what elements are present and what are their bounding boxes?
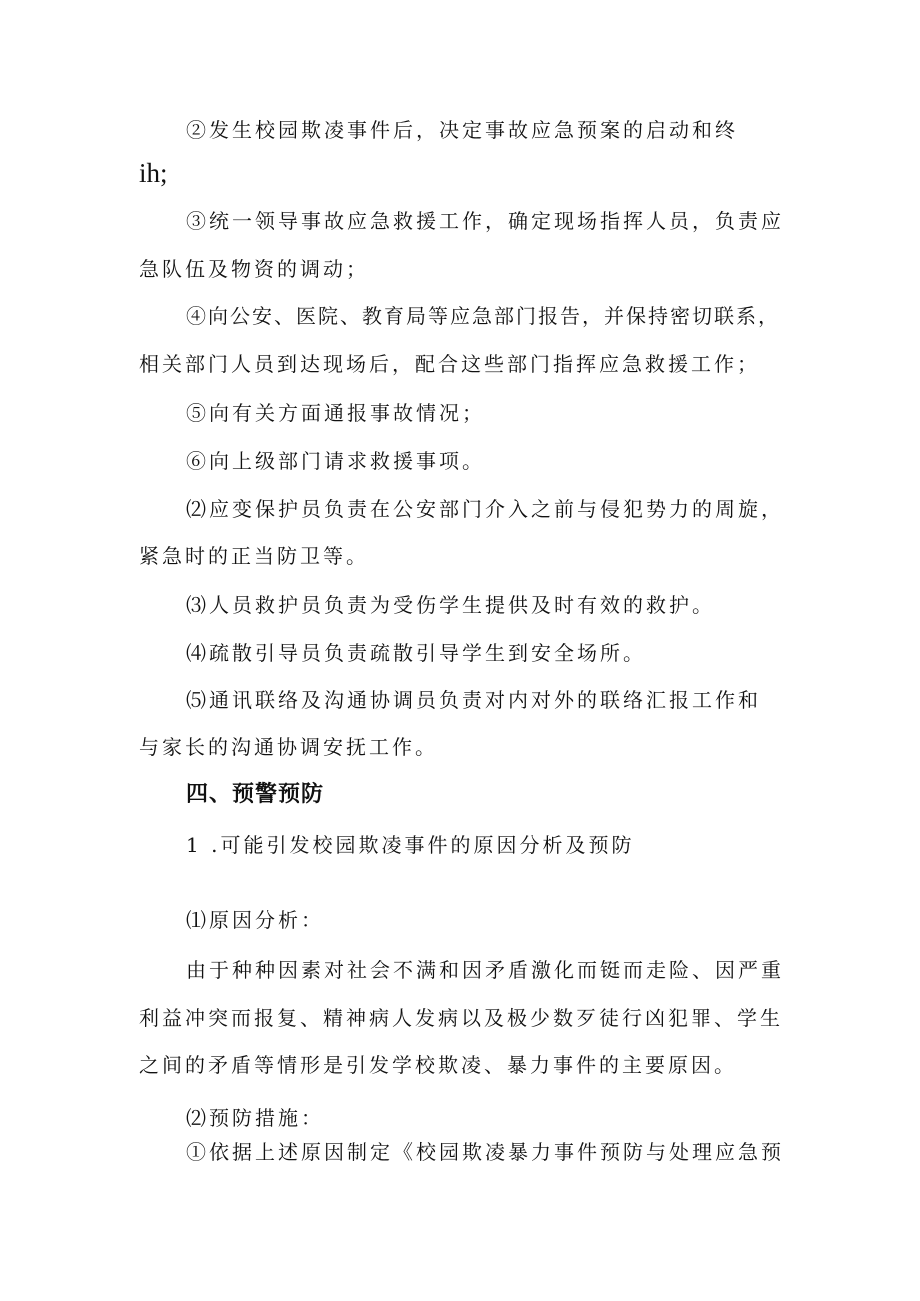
paragraph-line: ③统一领导事故应急救援工作，确定现场指挥人员，负责应: [186, 209, 784, 233]
paragraph-line: ⑶人员救护员负责为受伤学生提供及时有效的救护。: [186, 593, 715, 617]
section-heading: 四、预警预防: [186, 782, 325, 807]
paragraph-line: ④向公安、医院、教育局等应急部门报告，并保持密切联系，: [186, 304, 780, 328]
paragraph-line: ⑷疏散引导员负责疏散引导学生到安全场所。: [186, 641, 646, 665]
paragraph-line: 由于种种因素对社会不满和因矛盾激化而铤而走险、因严重: [186, 958, 784, 982]
paragraph-line: 紧急时的正当防卫等。: [139, 544, 369, 568]
paragraph-line: 之间的矛盾等情形是引发学校欺凌、暴力事件的主要原因。: [139, 1053, 737, 1077]
subsection-title: 1 .可能引发校园欺凌事件的原因分析及预防: [186, 833, 635, 857]
paragraph-line: ⑸通讯联络及沟通协调员负责对内对外的联络汇报工作和: [186, 688, 761, 712]
paragraph-line: ②发生校园欺凌事件后，决定事故应急预案的启动和终: [186, 118, 738, 142]
paragraph-line: ⑵预防措施：: [186, 1106, 324, 1130]
paragraph-line: ih;: [139, 158, 168, 188]
paragraph-line: ⑥向上级部门请求救援事项。: [186, 449, 485, 473]
paragraph-line: ⑤向有关方面通报事故情况；: [186, 401, 485, 425]
paragraph-line: 相关部门人员到达现场后，配合这些部门指挥应急救援工作；: [139, 352, 760, 376]
paragraph-line: ①依据上述原因制定《校园欺凌暴力事件预防与处理应急预: [186, 1140, 784, 1164]
paragraph-line: 急队伍及物资的调动；: [139, 257, 369, 281]
paragraph-line: 与家长的沟通协调安抚工作。: [139, 735, 438, 759]
paragraph-line: ⑴原因分析：: [186, 908, 324, 932]
paragraph-line: 利益冲突而报复、精神病人发病以及极少数歹徒行凶犯罪、学生: [139, 1006, 783, 1030]
paragraph-line: ⑵应变保护员负责在公安部门介入之前与侵犯势力的周旋，: [186, 497, 784, 521]
